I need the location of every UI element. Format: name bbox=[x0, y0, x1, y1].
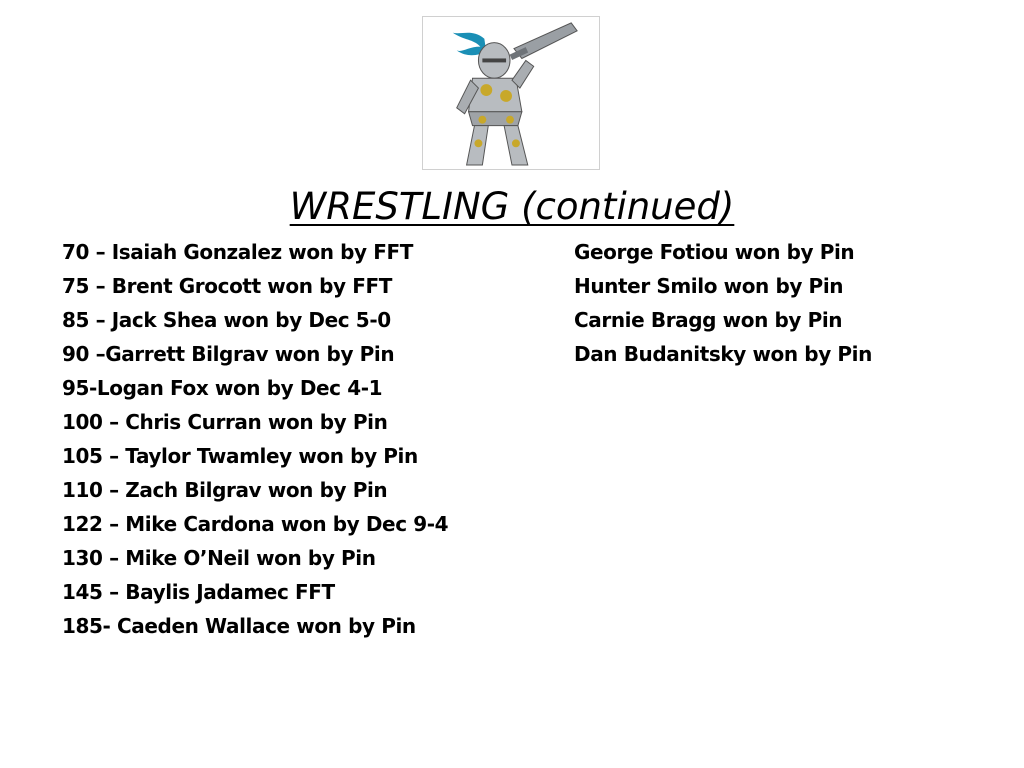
right-results-list bbox=[574, 235, 872, 371]
list-item: 100 – Chris Curran won by Pin bbox=[62, 410, 388, 434]
list-item: 145 – Baylis Jadamec FFT bbox=[62, 580, 335, 604]
list-item: Carnie Bragg won by Pin bbox=[574, 308, 843, 332]
list-item: 130 – Mike O’Neil won by Pin bbox=[62, 546, 376, 570]
list-item: George Fotiou won by Pin bbox=[574, 240, 855, 264]
list-item: 85 – Jack Shea won by Dec 5-0 bbox=[62, 308, 391, 332]
knight-with-sword-icon bbox=[423, 17, 599, 169]
list-item: 95-Logan Fox won by Dec 4-1 bbox=[62, 376, 383, 400]
list-item: Hunter Smilo won by Pin bbox=[574, 274, 844, 298]
list-item: Dan Budanitsky won by Pin bbox=[574, 342, 872, 366]
left-results-list bbox=[62, 235, 448, 643]
list-item: 90 –Garrett Bilgrav won by Pin bbox=[62, 342, 395, 366]
list-item: 110 – Zach Bilgrav won by Pin bbox=[62, 478, 388, 502]
knight-logo bbox=[422, 16, 600, 170]
list-item: 70 – Isaiah Gonzalez won by FFT bbox=[62, 240, 414, 264]
list-item: 185- Caeden Wallace won by Pin bbox=[62, 614, 416, 638]
list-item: 122 – Mike Cardona won by Dec 9-4 bbox=[62, 512, 449, 536]
list-item: 75 – Brent Grocott won by FFT bbox=[62, 274, 392, 298]
page-title: WRESTLING (continued) bbox=[289, 185, 735, 228]
list-item: 105 – Taylor Twamley won by Pin bbox=[62, 444, 418, 468]
